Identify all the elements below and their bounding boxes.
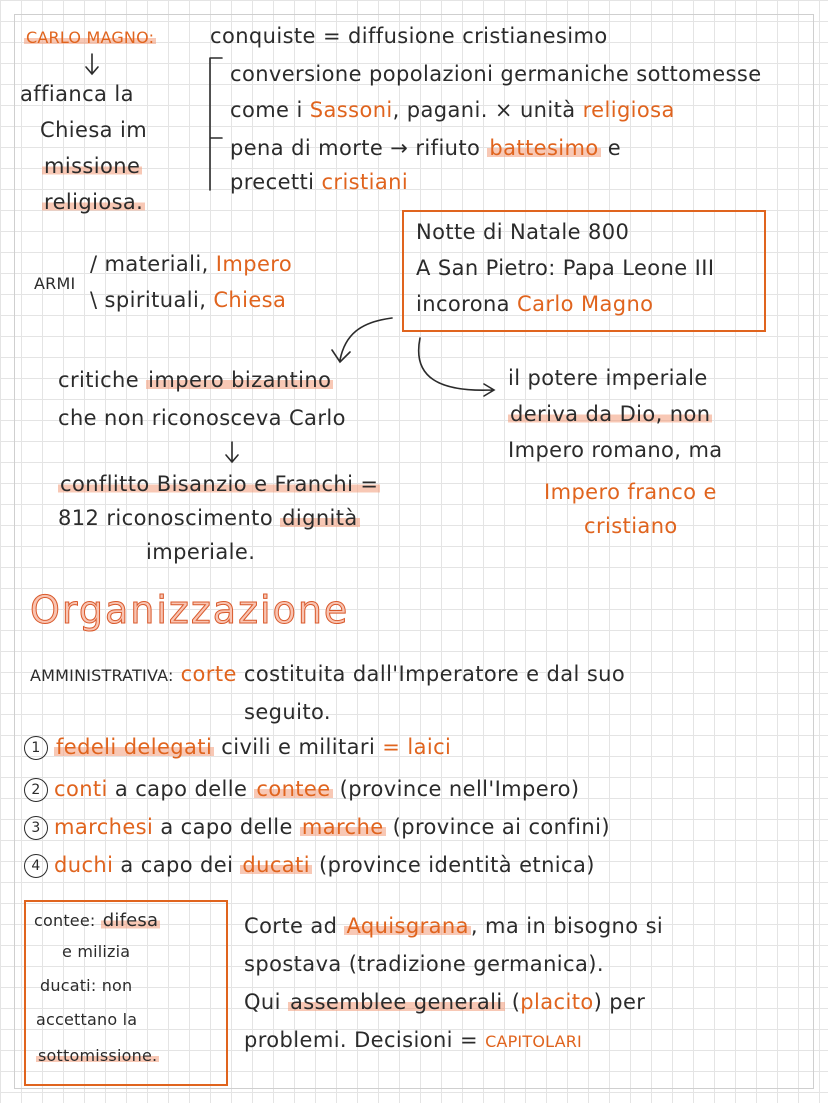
contee-line-3: ducati: non [40,976,133,995]
natale-line-1: Notte di Natale 800 [416,220,630,244]
number-badge: 3 [24,816,48,840]
carlo-magno-label: CARLO MAGNO: [26,28,155,47]
contee-line-2: e milizia [62,942,131,961]
potere-line-4: Impero franco e [544,480,717,504]
numbered-item-1: 1 fedeli delegati civili e militari = laici [24,736,451,760]
number-badge: 4 [24,854,48,878]
armi-line-1: / materiali, Impero [90,252,293,276]
section-title: Organizzazione [30,588,350,632]
natale-line-2: A San Pietro: Papa Leone III [416,256,715,280]
natale-line-3: incorona Carlo Magno [416,292,654,316]
corte-line-2: spostava (tradizione germanica). [244,952,604,976]
critiche-line-1: critiche impero bizantino [58,368,332,392]
critiche-line-3: conflitto Bisanzio e Franchi = [60,472,379,496]
left-col-2: Chiesa im [40,118,148,142]
left-col-4: religiosa. [44,190,144,214]
list-line-3: pena di morte → rifiuto battesimo e [230,136,622,160]
potere-line-1: il potere imperiale [508,366,708,390]
contee-line-1: contee: difesa [34,910,159,931]
corte-line-4: problemi. Decisioni = CAPITOLARI [244,1028,582,1052]
armi-label: ARMI [34,274,76,293]
corte-line-1: Corte ad Aquisgrana, ma in bisogno si [244,914,664,938]
list-line-2: come i Sassoni, pagani. × unità religiosa [230,98,675,122]
armi-line-2: \ spirituali, Chiesa [90,288,287,312]
amministrativa-line: AMMINISTRATIVA: corte costituita dall'Imperatore e dal suo [30,662,626,686]
number-badge: 1 [24,736,48,760]
contee-line-5: sottomissione. [38,1046,158,1065]
potere-line-2: deriva da Dio, non [510,402,711,426]
potere-line-5: cristiano [584,514,678,538]
number-badge: 2 [24,778,48,802]
amministrativa-label: AMMINISTRATIVA: [30,666,174,685]
numbered-item-4: 4 duchi a capo dei ducati (province identità etnica) [24,854,595,878]
amministrativa-cont: seguito. [244,700,331,724]
corte-word: corte [180,662,237,686]
left-col-1: affianca la [20,82,134,106]
conquiste-line: conquiste = diffusione cristianesimo [210,24,608,48]
critiche-line-2: che non riconosceva Carlo [58,406,346,430]
critiche-line-4: 812 riconoscimento dignità [58,506,358,530]
contee-line-4: accettano la [36,1010,138,1029]
potere-line-3: Impero romano, ma [508,438,723,462]
numbered-item-3: 3 marchesi a capo delle marche (province ai confini) [24,816,610,840]
corte-line-3: Qui assemblee generali (placito) per [244,990,646,1014]
critiche-line-5: imperiale. [146,540,256,564]
left-col-3: missione [44,154,141,178]
list-line-1: conversione popolazioni germaniche sottomesse [230,62,762,86]
list-line-4: precetti cristiani [230,170,409,194]
numbered-item-2: 2 conti a capo delle contee (province nell'Impero) [24,778,580,802]
